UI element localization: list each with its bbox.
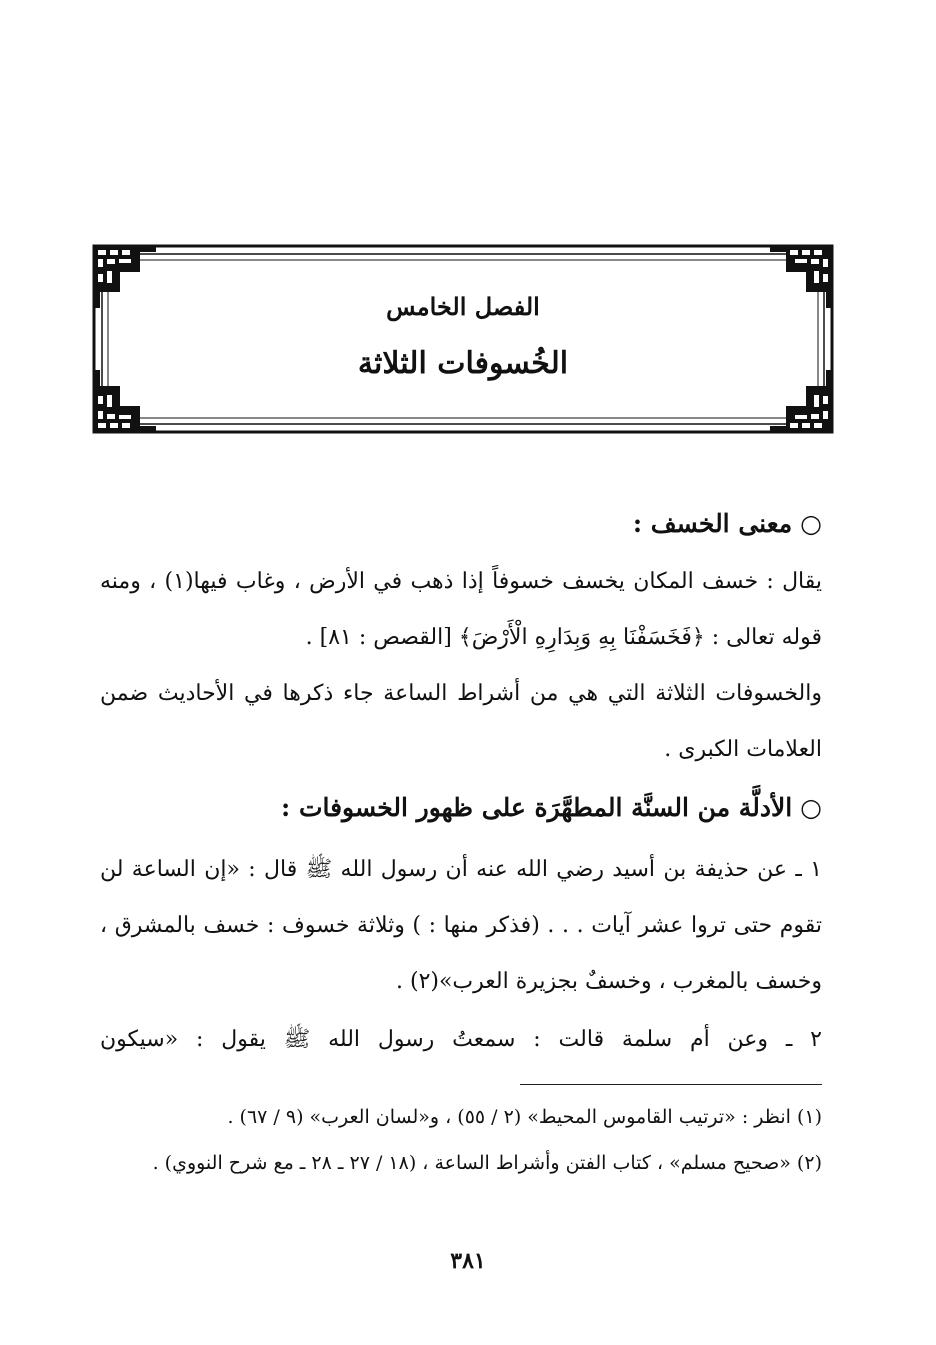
footnote-divider	[520, 1084, 822, 1085]
chapter-title: الخُسوفات الثلاثة	[357, 346, 569, 381]
section-heading-text: الأدلَّة من السنَّة المطهَّرَة على ظهور الخسوفات :	[281, 793, 793, 822]
paragraph-three-eclipses: والخسوفات الثلاثة التي هي من أشراط الساعة جاء ذكرها في الأحاديث ضمن العلامات الكبرى .	[100, 681, 822, 762]
ornamental-border-icon	[92, 244, 834, 434]
page-number: ٣٨١	[450, 1248, 486, 1274]
chapter-label: الفصل الخامس	[386, 292, 540, 321]
section-heading-text: معنى الخسف :	[632, 509, 793, 538]
section-heading-evidence	[100, 790, 822, 826]
footnote-2: (٢) «صحيح مسلم» ، كتاب الفتن وأشراط الساعة ، (١٨ / ٢٧ ـ ٢٨ ـ مع شرح النووي) .	[152, 1152, 822, 1174]
bullet-circle-icon: ○	[800, 509, 822, 538]
paragraph-definition: يقال : خسف المكان يخسف خسوفاً إذا ذهب في الأرض ، وغاب فيها(١) ، ومنه قوله تعالى : ﴿فَخَسَفْنَا بِهِ وَبِدَارِهِ الْأَرْضَ﴾ [القصص : ٨١] .	[100, 569, 823, 650]
bullet-circle-icon: ○	[800, 793, 822, 822]
footnote-1: (١) انظر : «ترتيب القاموس المحيط» (٢ / ٥٥) ، و«لسان العرب» (٩ / ٦٧) .	[227, 1106, 822, 1128]
paragraph-hadith-1: ١ ـ عن حذيفة بن أسيد رضي الله عنه أن رسول الله ﷺ قال : «إن الساعة لن تقوم حتى تروا عشر آيات . . . (فذكر منها : ) وثلاثة خسوف : خسف بالمشرق ، وخسف بالمغرب ، وخسفٌ بجزيرة العرب»(٢) .	[100, 857, 822, 994]
chapter-frame	[92, 244, 834, 434]
footnotes	[100, 1094, 822, 1186]
paragraph-hadith-2: ٢ ـ وعن أم سلمة قالت : سمعتُ رسول الله ﷺ يقول : «سيكون	[100, 1027, 822, 1052]
section-heading-meaning	[100, 506, 822, 542]
